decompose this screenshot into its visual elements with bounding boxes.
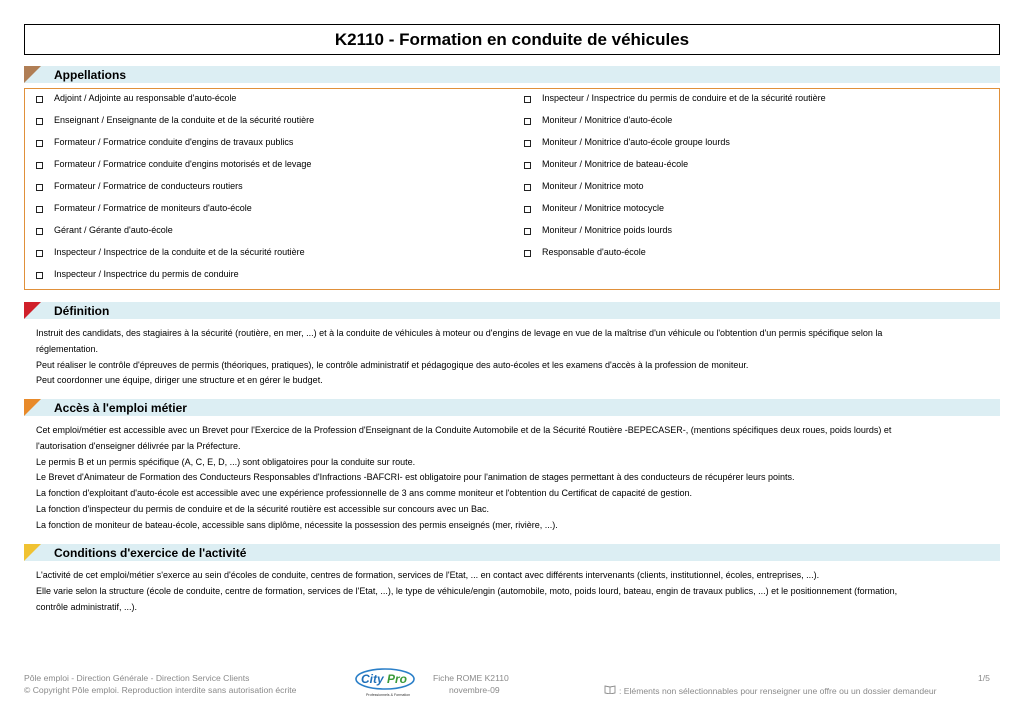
text-line: Le Brevet d'Animateur de Formation des Conducteurs Responsables d'Infractions -BAFCRI- est obligatoire pour l'animation de stages permettant à des conducteurs de récupérer leurs points. bbox=[36, 472, 795, 483]
text-line: Cet emploi/métier est accessible avec un Brevet pour l'Exercice de la Profession d'Enseignant de la Conduite Automobile et de la Sécurité Routière -BEPECASER-, (mentions spécifiques deux roues, poids lourds) et bbox=[36, 425, 892, 435]
checkbox-icon bbox=[524, 250, 531, 257]
appellation-item bbox=[36, 115, 314, 125]
section-triangle-icon bbox=[24, 302, 41, 319]
appellation-label: Moniteur / Monitrice moto bbox=[542, 181, 644, 191]
page-title: K2110 - Formation en conduite de véhicules bbox=[24, 24, 1000, 55]
appellation-label: Formateur / Formatrice de conducteurs routiers bbox=[54, 181, 243, 191]
appellation-item bbox=[36, 159, 311, 169]
svg-text:Pro: Pro bbox=[387, 672, 408, 686]
text-line: contrôle administratif, ...). bbox=[36, 601, 138, 612]
text-line: l'autorisation d'enseigner délivrée par la Préfecture. bbox=[36, 440, 241, 451]
appellation-item bbox=[36, 181, 243, 191]
svg-text:City: City bbox=[361, 672, 384, 686]
appellation-label: Moniteur / Monitrice d'auto-école bbox=[542, 115, 673, 125]
text-line: L'activité de cet emploi/métier s'exerce au sein d'écoles de conduite, centres de formation, services de l'Etat, ... en contact avec différents intervenants (clients, institutionnel, écoles, entreprises, ...). bbox=[36, 570, 820, 580]
section-triangle-icon bbox=[24, 544, 41, 561]
section-header-acces bbox=[24, 399, 1000, 416]
footer-date: novembre-09 bbox=[449, 685, 500, 695]
section-title: Accès à l'emploi métier bbox=[54, 400, 187, 415]
appellation-item bbox=[36, 137, 293, 147]
appellation-label: Moniteur / Monitrice motocycle bbox=[542, 203, 665, 213]
appellation-label: Adjoint / Adjointe au responsable d'auto-école bbox=[54, 93, 237, 103]
appellation-item bbox=[36, 203, 252, 213]
appellation-item bbox=[36, 247, 305, 257]
checkbox-icon bbox=[36, 140, 43, 147]
checkbox-icon bbox=[524, 140, 531, 147]
section-header-appellations bbox=[24, 66, 1000, 83]
appellation-label: Responsable d'auto-école bbox=[542, 247, 646, 257]
appellation-label: Formateur / Formatrice de moniteurs d'auto-école bbox=[54, 203, 252, 213]
footer-note-text: : Eléments non sélectionnables pour renseigner une offre ou un dossier demandeur bbox=[619, 685, 937, 696]
checkbox-icon bbox=[36, 96, 43, 103]
section-header-definition bbox=[24, 302, 1000, 319]
footer-note bbox=[604, 685, 937, 696]
text-line: Peut coordonner une équipe, diriger une structure et en gérer le budget. bbox=[36, 375, 323, 386]
appellation-label: Moniteur / Monitrice d'auto-école groupe lourds bbox=[542, 137, 730, 147]
appellation-item bbox=[524, 247, 646, 257]
checkbox-icon bbox=[36, 162, 43, 169]
appellation-item bbox=[524, 203, 664, 213]
checkbox-icon bbox=[524, 206, 531, 213]
appellation-label: Formateur / Formatrice conduite d'engins motorisés et de levage bbox=[54, 159, 312, 169]
text-line: réglementation. bbox=[36, 343, 99, 354]
appellation-item bbox=[524, 159, 688, 169]
appellation-item bbox=[524, 137, 730, 147]
appellation-label: Inspecteur / Inspectrice du permis de conduire et de la sécurité routière bbox=[542, 93, 826, 103]
text-line: Instruit des candidats, des stagiaires à la sécurité (routière, en mer, ...) et à la conduite de véhicules à moteur ou d'engins de levage en vue de la maîtrise d'un véhicule ou l'obtention d'un permis spécifique selon la bbox=[36, 328, 883, 338]
text-line: La fonction de moniteur de bateau-école, accessible sans diplôme, nécessite la possession des permis enseignés (mer, rivière, ...). bbox=[36, 519, 558, 530]
checkbox-icon bbox=[36, 118, 43, 125]
checkbox-icon bbox=[524, 162, 531, 169]
footer-fiche: Fiche ROME K2110 bbox=[433, 673, 509, 683]
appellation-label: Enseignant / Enseignante de la conduite et de la sécurité routière bbox=[54, 115, 315, 125]
appellation-label: Inspecteur / Inspectrice de la conduite et de la sécurité routière bbox=[54, 247, 305, 257]
text-line: Peut réaliser le contrôle d'épreuves de permis (théoriques, pratiques), le contrôle administratif et pédagogique des auto-écoles et les examens d'accès à la profession de moniteur. bbox=[36, 359, 749, 370]
definition-text bbox=[36, 326, 986, 389]
appellation-label: Moniteur / Monitrice de bateau-école bbox=[542, 159, 689, 169]
appellation-item bbox=[36, 93, 236, 103]
checkbox-icon bbox=[524, 184, 531, 191]
checkbox-icon bbox=[36, 272, 43, 279]
checkbox-icon bbox=[36, 184, 43, 191]
checkbox-icon bbox=[524, 96, 531, 103]
section-title: Appellations bbox=[54, 67, 127, 82]
text-line: Elle varie selon la structure (école de conduite, centre de formation, services de l'Etat, ...), le type de véhicule/engin (automobile, moto, poids lourd, bateau, engin de travaux publics, ...) et le positionnement (formation, bbox=[36, 585, 898, 596]
appellation-item bbox=[524, 93, 826, 103]
conditions-text bbox=[36, 568, 986, 615]
acces-text bbox=[36, 423, 986, 534]
section-header-conditions bbox=[24, 544, 1000, 561]
checkbox-icon bbox=[36, 206, 43, 213]
section-triangle-icon bbox=[24, 399, 41, 416]
citypro-logo bbox=[354, 665, 416, 701]
appellation-label: Inspecteur / Inspectrice du permis de conduire bbox=[54, 269, 239, 279]
text-line: Le permis B et un permis spécifique (A, C, E, D, ...) sont obligatoires pour la conduite sur route. bbox=[36, 456, 416, 467]
svg-text:Professionnels & Formation: Professionnels & Formation bbox=[366, 693, 411, 697]
appellation-label: Moniteur / Monitrice poids lourds bbox=[542, 225, 673, 235]
section-triangle-icon bbox=[24, 66, 41, 83]
footer-copyright: © Copyright Pôle emploi. Reproduction interdite sans autorisation écrite bbox=[24, 685, 297, 695]
section-title: Définition bbox=[54, 303, 110, 318]
footer-page-number: 1/5 bbox=[978, 673, 990, 683]
checkbox-icon bbox=[524, 118, 531, 125]
checkbox-icon bbox=[524, 228, 531, 235]
book-icon bbox=[604, 685, 616, 696]
appellations-list bbox=[24, 88, 1000, 290]
appellation-item bbox=[524, 181, 644, 191]
checkbox-icon bbox=[36, 250, 43, 257]
section-title: Conditions d'exercice de l'activité bbox=[54, 545, 247, 560]
appellation-label: Formateur / Formatrice conduite d'engins de travaux publics bbox=[54, 137, 294, 147]
text-line: La fonction d'inspecteur du permis de conduire et de la sécurité routière est accessible sur concours avec un Bac. bbox=[36, 503, 489, 514]
appellation-label: Gérant / Gérante d'auto-école bbox=[54, 225, 173, 235]
appellation-item bbox=[36, 225, 173, 235]
footer-organization: Pôle emploi - Direction Générale - Direction Service Clients bbox=[24, 673, 250, 683]
checkbox-icon bbox=[36, 228, 43, 235]
appellation-item bbox=[524, 225, 672, 235]
appellation-item bbox=[36, 269, 239, 279]
text-line: La fonction d'exploitant d'auto-école est accessible avec une expérience professionnelle de 3 ans comme moniteur et l'obtention du Certificat de capacité de gestion. bbox=[36, 488, 693, 499]
appellation-item bbox=[524, 115, 672, 125]
